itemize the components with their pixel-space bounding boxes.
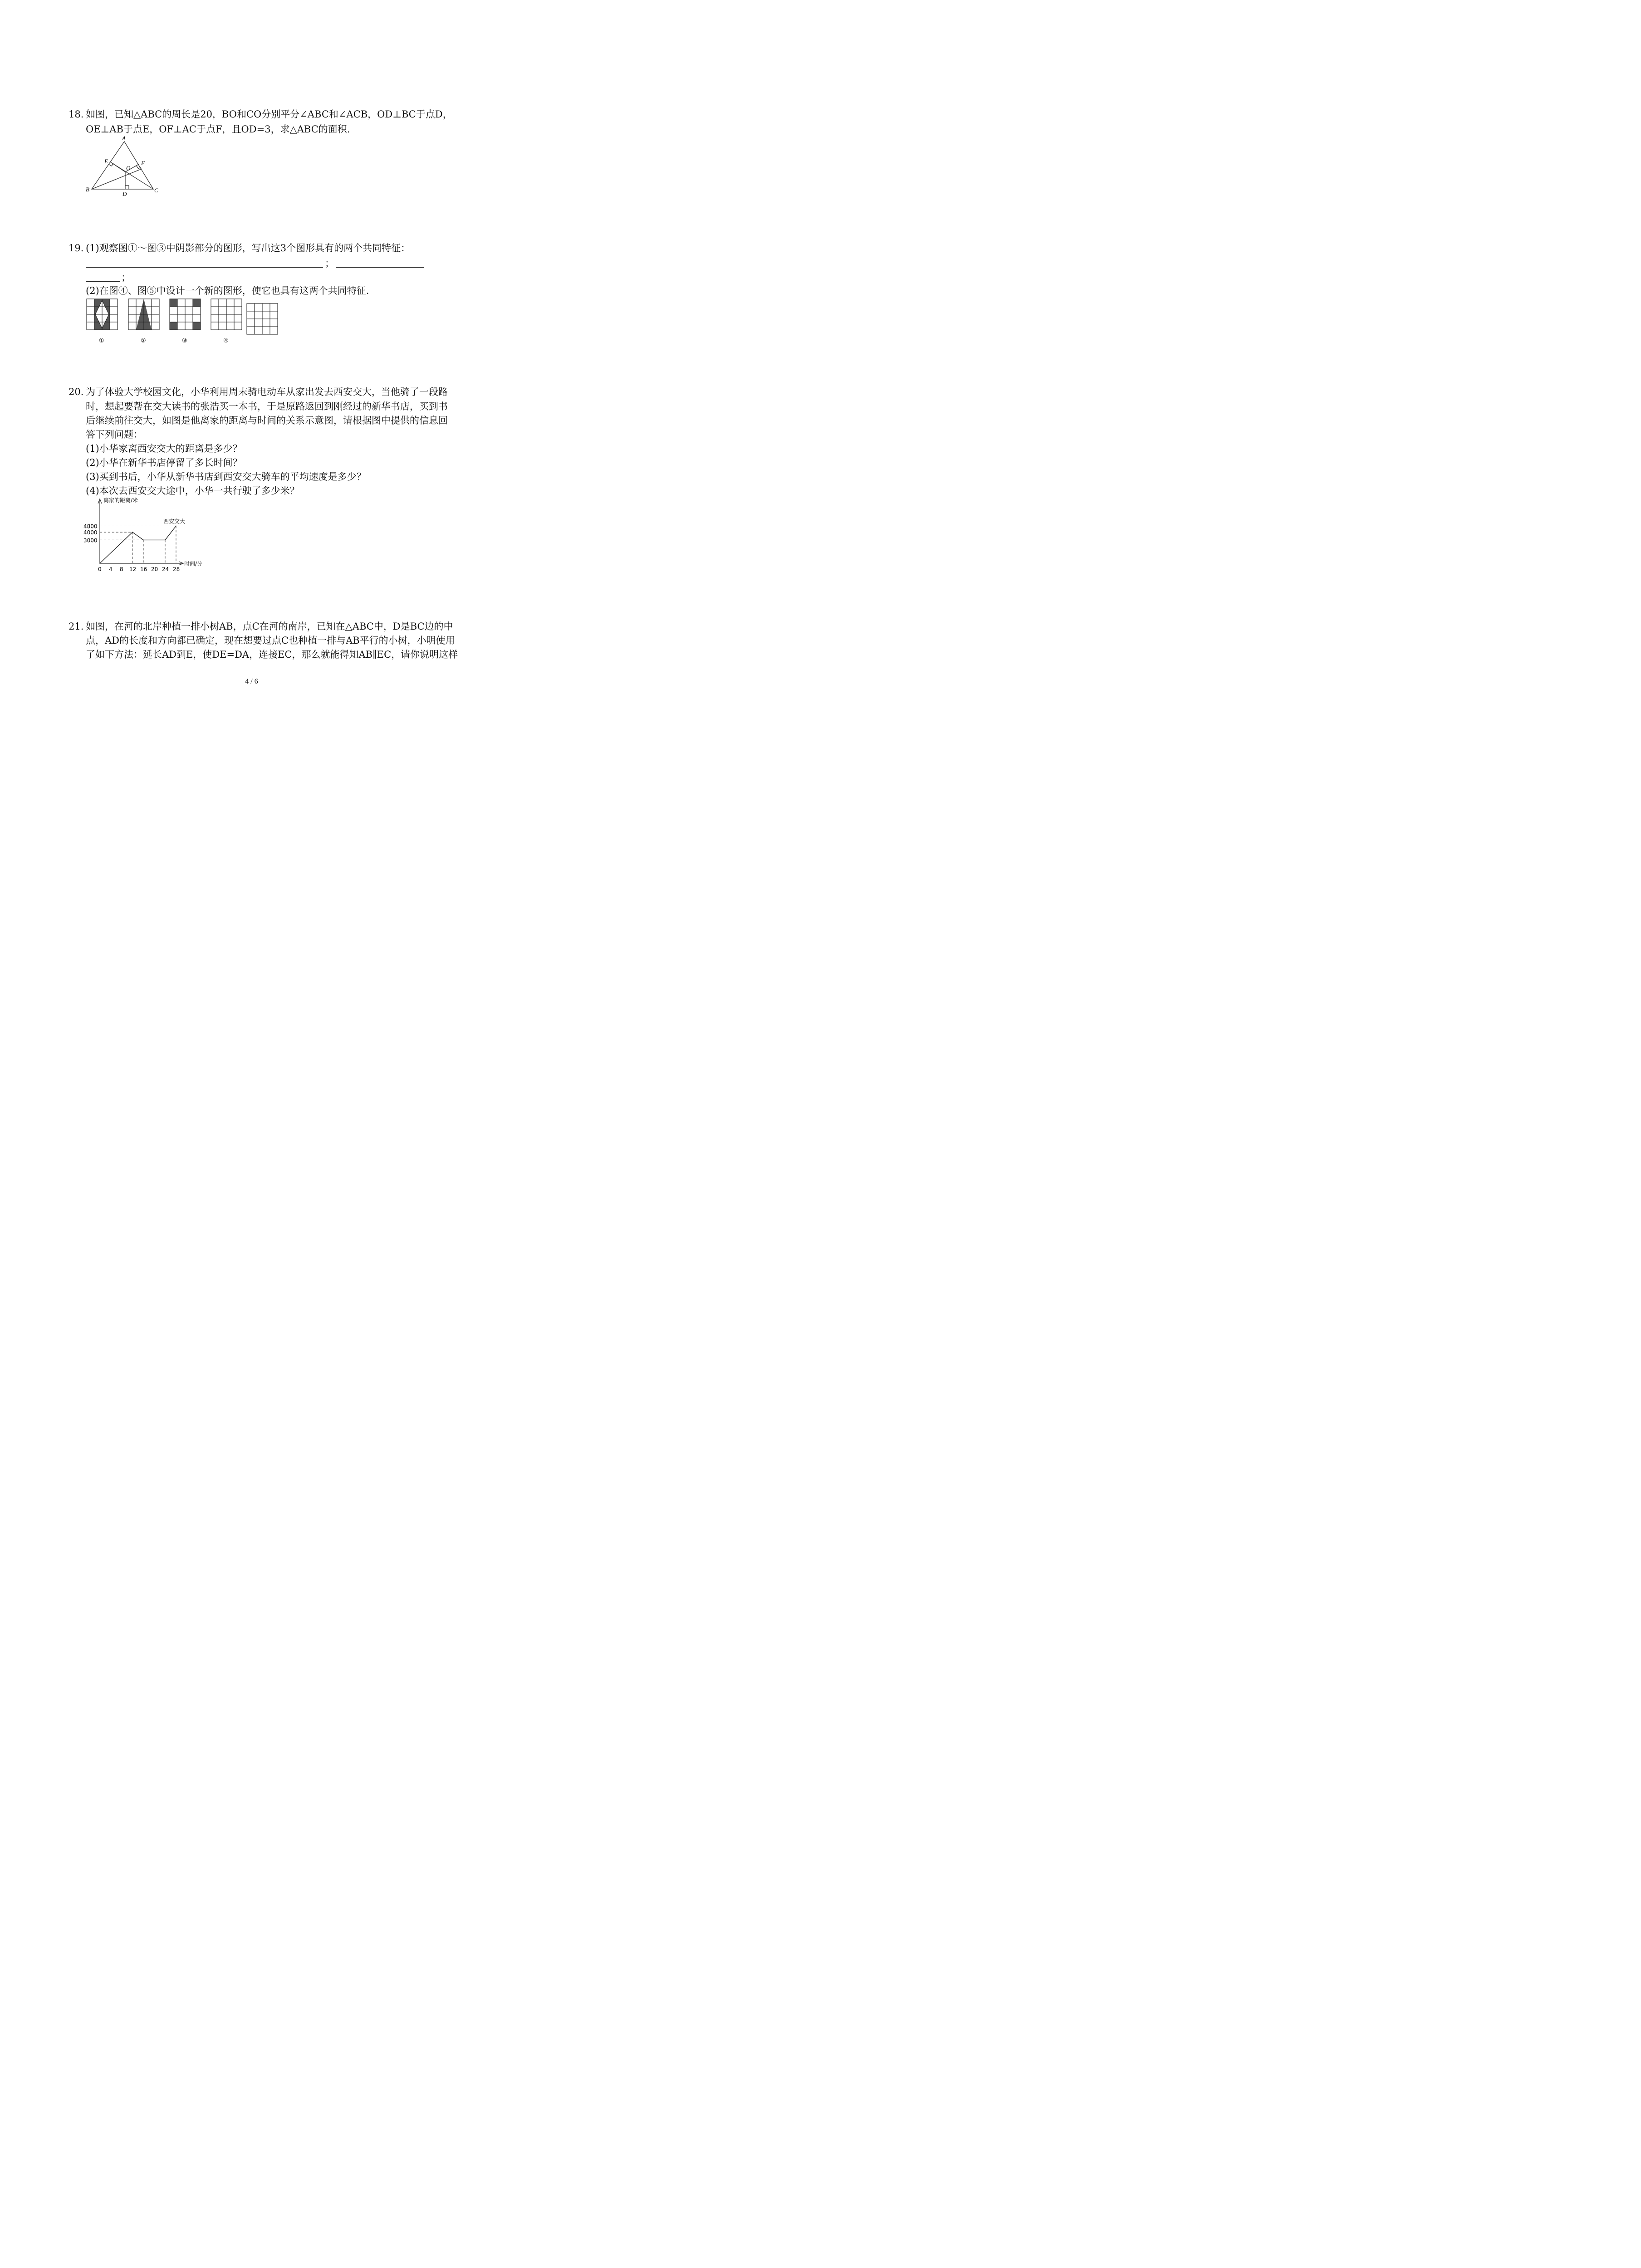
label-a: A — [122, 135, 126, 142]
question-20-sub-1: (1)小华家离西安交大的距离是多少？ — [86, 443, 242, 454]
right-angle-d — [125, 186, 129, 189]
annotation-xian-jiaoda: 西安交大 — [163, 518, 186, 525]
x-tick-4: 4 — [109, 566, 113, 572]
x-tick-24: 24 — [162, 566, 169, 572]
grid-figure-2 — [128, 299, 159, 330]
question-20-line-2: 时，想起要帮在交大读书的张浩买一本书，于是原路返回到刚经过的新华书店，买到书 — [86, 401, 448, 412]
y-tick-4800: 4800 — [83, 523, 98, 530]
label-c: C — [154, 187, 158, 194]
question-21-line-3: 了如下方法：延长AD到E，使DE=DA，连接EC，那么就能得知AB∥EC，请你说明这样 — [86, 649, 458, 660]
data-point-2 — [143, 540, 144, 541]
x-tick-20: 20 — [151, 566, 158, 572]
data-point-3 — [165, 540, 166, 541]
y-tick-3000: 3000 — [83, 537, 98, 544]
shade-3-top-left — [170, 299, 177, 307]
label-b: B — [86, 186, 89, 193]
grid-figure-3 — [170, 299, 201, 330]
answer-blank-2[interactable] — [86, 257, 323, 268]
y-axis-label: 离家的距离/米 — [103, 497, 138, 503]
question-21-number: 21. — [69, 621, 84, 632]
shade-3-top-right — [193, 299, 201, 307]
separator-1: ； — [325, 258, 334, 269]
caption-2: ② — [141, 337, 146, 344]
grid-figure-4[interactable] — [211, 299, 242, 330]
x-tick-28: 28 — [173, 566, 180, 572]
data-point-1 — [132, 532, 133, 533]
answer-blank-1[interactable] — [398, 242, 431, 252]
triangle-figure — [82, 136, 172, 200]
question-19-number: 19. — [69, 243, 84, 254]
question-20-number: 20. — [69, 386, 84, 397]
bisector-bo — [92, 169, 142, 189]
question-19-part-2: (2)在图④、图⑤中设计一个新的图形，使它也具有这两个共同特征. — [86, 285, 369, 296]
grid-figure-1 — [87, 299, 118, 330]
grid-figures — [85, 298, 285, 347]
question-20-line-3: 后继续前往交大，如图是他离家的距离与时间的关系示意图，请根据图中提供的信息回 — [86, 415, 448, 426]
caption-4: ④ — [223, 337, 229, 344]
shade-3-bottom-left — [170, 322, 177, 330]
question-20-line-1: 为了体验大学校园文化，小华利用周末骑电动车从家出发去西安交大，当他骑了一段路 — [86, 386, 448, 397]
label-f: F — [141, 160, 145, 166]
x-tick-8: 8 — [120, 566, 123, 572]
caption-3: ③ — [182, 337, 187, 344]
answer-blank-3[interactable] — [336, 257, 424, 268]
question-19-part-1: (1)观察图①～图③中阴影部分的图形，写出这3个图形具有的两个共同特征： — [86, 243, 411, 254]
question-18-line-2: OE⊥AB于点E，OF⊥AC于点F，且OD=3，求△ABC的面积. — [86, 124, 350, 135]
perpendicular-oe — [110, 162, 125, 172]
question-21-line-1: 如图，在河的北岸种植一排小树AB，点C在河的南岸，已知在△ABC中，D是BC边的中 — [86, 621, 453, 632]
x-axis-label: 时间/分 — [184, 561, 203, 567]
caption-1: ① — [99, 337, 104, 344]
answer-blank-4[interactable] — [86, 271, 120, 282]
question-18-line-1: 如图，已知△ABC的周长是20，BO和CO分别平分∠ABC和∠ACB，OD⊥BC于点D， — [86, 109, 452, 120]
distance-line — [100, 526, 176, 563]
question-20-sub-4: (4)本次去西安交大途中，小华一共行驶了多少米？ — [86, 485, 299, 496]
shade-3-bottom-right — [193, 322, 201, 330]
data-point-0 — [99, 563, 100, 564]
label-d: D — [122, 191, 127, 197]
x-tick-12: 12 — [129, 566, 137, 572]
question-21-line-2: 点，AD的长度和方向都已确定，现在想要过点C也种植一排与AB平行的小树，小明使用 — [86, 635, 455, 646]
question-18-number: 18. — [69, 109, 84, 120]
x-tick-0: 0 — [98, 566, 102, 572]
question-20-line-4: 答下列问题： — [86, 429, 143, 440]
y-tick-4000: 4000 — [83, 529, 98, 536]
question-20-sub-2: (2)小华在新华书店停留了多长时间？ — [86, 457, 242, 468]
label-o: O — [126, 165, 131, 171]
x-tick-16: 16 — [140, 566, 147, 572]
page-number: 4 / 6 — [245, 678, 258, 685]
label-e: E — [104, 158, 108, 165]
question-20-sub-3: (3)买到书后，小华从新华书店到西安交大骑车的平均速度是多少？ — [86, 471, 366, 482]
grid-figure-5[interactable] — [247, 303, 278, 334]
separator-2: ； — [121, 272, 131, 283]
distance-time-chart — [82, 494, 213, 576]
